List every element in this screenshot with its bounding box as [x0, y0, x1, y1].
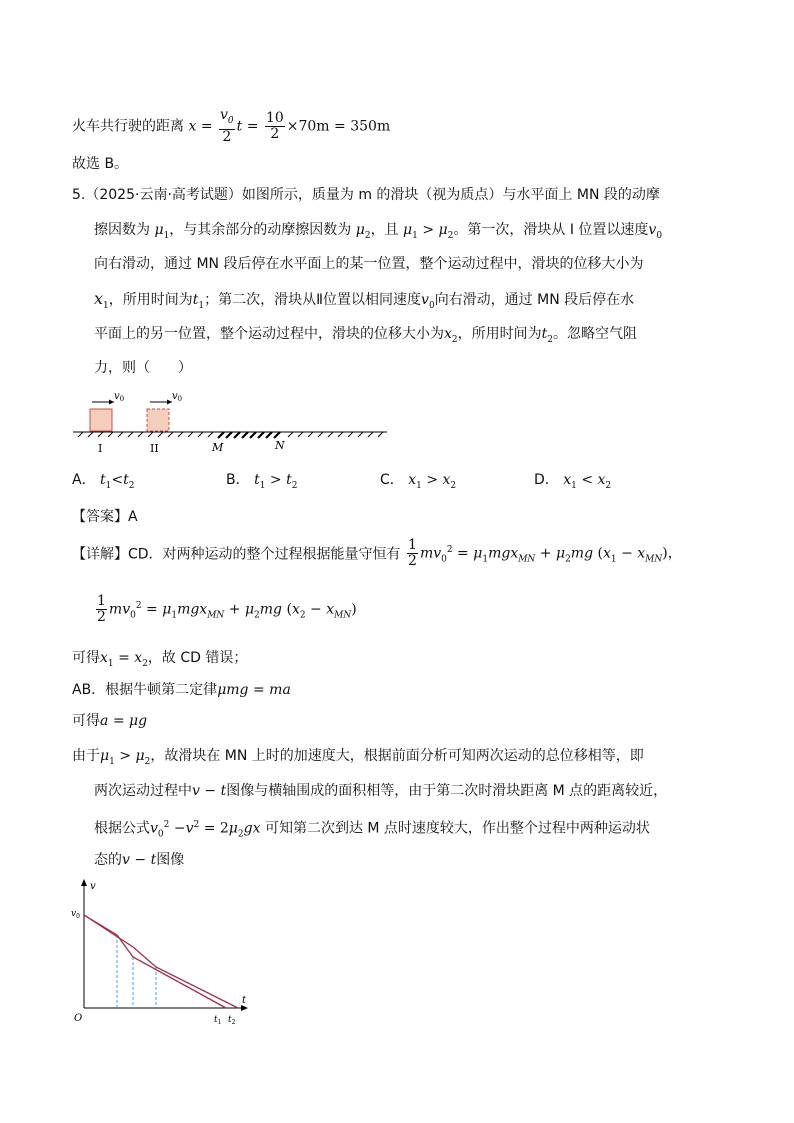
frac-10-over-2: $\frac{10}{2}$: [265, 109, 284, 142]
detail-line-2: $\frac{1}{2}$ $mv_0^2 = \mu_1mgx_{MN} + \mu_2mg$ $(x_2 - x_{MN})$: [97, 593, 357, 625]
option-b[interactable]: B． $t_1 > t_2$: [226, 472, 298, 491]
choose-b: 故选 B。: [72, 156, 129, 172]
label-v0-2: $v_0$: [172, 391, 183, 403]
question-line-3: 向右滑动，通过 MN 段后停在水平面上的某一位置，整个运动过程中，滑块的位移大小为: [94, 256, 644, 272]
distance-prefix: 火车共行驶的距离: [72, 118, 184, 135]
formula-x: x: [188, 118, 197, 135]
dashed-guides: [117, 935, 156, 1008]
v0-label: $v_0$: [71, 909, 80, 920]
block-diagram: [70, 388, 395, 456]
option-a[interactable]: A． $t_1<t_2$: [72, 472, 135, 491]
label-n: N: [275, 439, 285, 452]
question-source: （2025·云南·高考试题）: [85, 187, 242, 203]
detail-line-6: 由于$\mu_1 > \mu_2$，故滑块在 MN 上时的加速度大，根据前面分析可知两次运动的总位移相等，即: [72, 748, 644, 767]
frac-v0-over-2: $\frac{v_0}{2}$: [220, 107, 234, 145]
label-m: M: [212, 441, 224, 454]
question-line-5: 平面上的另一位置，整个运动过程中，滑块的位移大小为$x_2$，所用时间为$t_2$。忽略空气阻: [94, 326, 638, 345]
label-position-2: II: [150, 442, 159, 455]
detail-line-9: 态的v − t图像: [94, 852, 185, 868]
vt-graph: [68, 875, 258, 1025]
axis-label-t: t: [242, 995, 247, 1006]
axis-label-v: v: [90, 881, 96, 892]
block-position-2: [147, 409, 169, 431]
detail-line-1: 【详解】CD．对两种运动的整个过程根据能量守恒有 $\frac{1}{2}$ $mv_0^2 = \mu_1mgx_{MN} + \mu_2mg$ $(x_1 - x_{MN})$，: [72, 537, 682, 569]
mn-rough-segment: [218, 432, 280, 438]
question-line-2: 擦因数为 $\mu_1$，与其余部分的动摩擦因数为 $\mu_2$，且 $\mu_1 > \mu_2$。第一次，滑块从 Ⅰ 位置以速度$v_0$: [94, 222, 663, 241]
detail-line-4: AB．根据牛顿第二定律μmg = ma: [72, 682, 291, 698]
label-v0-1: $v_0$: [114, 391, 125, 403]
t2-label: $t_2$: [228, 1015, 236, 1025]
question-line-6: 力，则（ ）: [94, 360, 192, 376]
detail-line-5: 可得a = μg: [72, 713, 148, 729]
option-d[interactable]: D． $x_1 < x_2$: [534, 472, 612, 491]
detail-line-7: 两次运动过程中v − t图像与横轴围成的面积相等，由于第二次时滑块距离 M 点的距离较近，: [94, 783, 668, 799]
question-line-1: 5.（2025·云南·高考试题）如图所示，质量为 m 的滑块（视为质点）与水平面上 MN 段的动摩: [72, 187, 660, 203]
question-line-4: $x_1$，所用时间为$t_1$；第二次，滑块从Ⅱ位置以相同速度$v_0$向右滑动，通过 MN 段后停在水: [94, 289, 635, 311]
detail-line-3: 可得$x_1 = x_2$，故 CD 错误；: [72, 650, 248, 669]
origin-label: O: [74, 1013, 83, 1024]
t1-label: $t_1$: [214, 1015, 222, 1025]
block-position-1: [90, 409, 112, 431]
answer-label: 【答案】A: [72, 509, 138, 525]
detail-line-8: 根据公式$v_0^2 -v^2 = 2\mu_2gx$ 可知第二次到达 M 点时速度较大，作出整个过程中两种运动状: [94, 820, 650, 840]
label-position-1: I: [98, 442, 103, 455]
distance-line: 火车共行驶的距离 x = $\frac{v_0}{2}$ t = $\frac{10}{2}$ ×70m = 350m: [72, 107, 391, 145]
option-c[interactable]: C． $x_1 > x_2$: [380, 472, 457, 491]
